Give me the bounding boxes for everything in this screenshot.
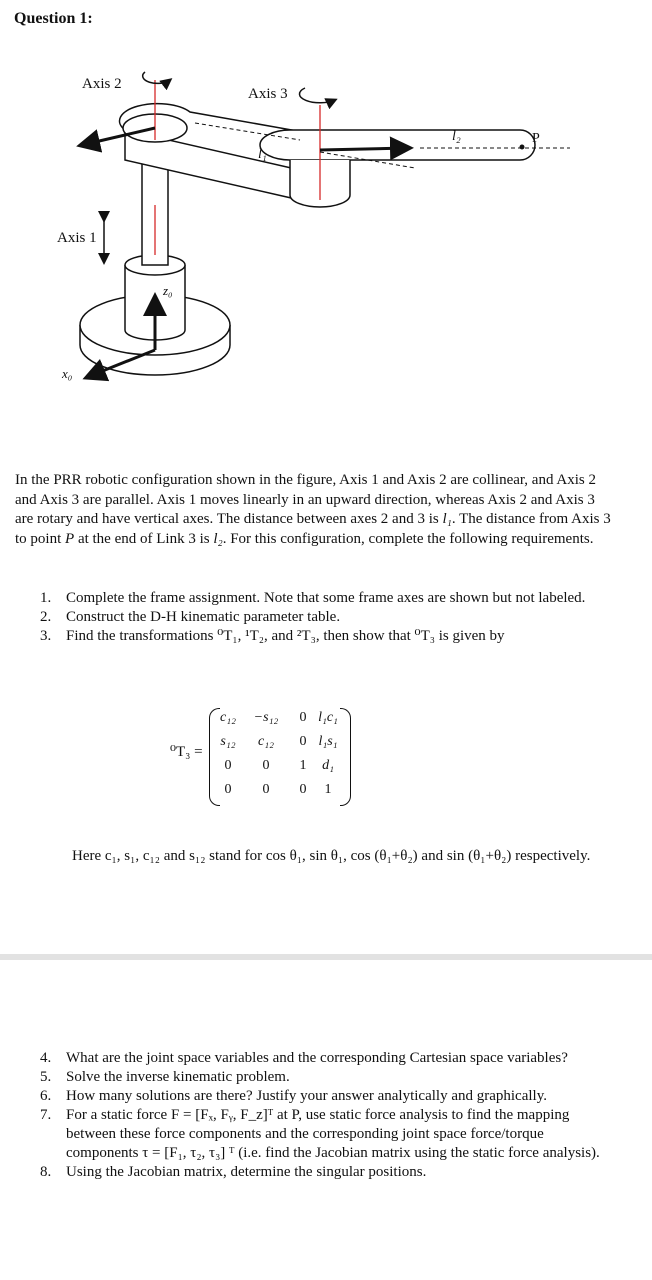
requirements-list-2 [40, 1049, 605, 1182]
matrix-cell: 1 [324, 782, 332, 797]
matrix-cell: 0 [224, 782, 232, 797]
transform-matrix [170, 706, 370, 806]
matrix-cell: 0 [224, 758, 232, 773]
matrix-cell: 0 [262, 758, 270, 773]
matrix-cell: 1 [299, 758, 307, 773]
matrix-cell: 0 [299, 710, 307, 725]
matrix-cell: 0 [299, 782, 307, 797]
matrix-cell: l₁c₁ [318, 710, 338, 725]
matrix-cell: −s₁₂ [253, 710, 279, 725]
axis2-rotation-icon [143, 72, 170, 83]
matrix-cell: d₁ [322, 758, 334, 773]
list-item: 2. Construct the D-H kinematic parameter table. [40, 609, 341, 625]
requirements-list-1 [40, 589, 605, 646]
z0-label: z₀ [163, 283, 173, 298]
list-item: 7. For a static force F = [Fₓ, Fᵧ, F_z]ᵀ at P, use static force analysis to find the mapping between these force components and the corresponding joint space force/torque components τ = [F₁, τ₂, τ₃] ᵀ (i.e. find the Jacobian matrix using the static force analysis). [40, 1107, 600, 1161]
matrix-cell: l₁s₁ [318, 734, 338, 749]
page-divider [0, 954, 652, 960]
list-item: 6. How many solutions are there? Justify your answer analytically and graphically. [40, 1088, 547, 1104]
axis2-label: Axis 2 [82, 76, 122, 92]
list-item: 5. Solve the inverse kinematic problem. [40, 1069, 290, 1085]
matrix-cell: 0 [299, 734, 307, 749]
point-p-dot [520, 145, 525, 150]
l2-label: l₂ [452, 129, 461, 144]
list-item: 4. What are the joint space variables and the corresponding Cartesian space variables? [40, 1050, 568, 1066]
axis1-label: Axis 1 [57, 230, 97, 246]
notation-note: Here c₁, s₁, c₁₂ and s₁₂ stand for cos θ₁, sin θ₁, cos (θ₁+θ₂) and sin (θ₁+θ₂) respectively. [72, 848, 591, 864]
axis3-label: Axis 3 [248, 86, 288, 102]
matrix-cell: c₁₂ [258, 734, 274, 749]
l1-label: l₁ [258, 147, 267, 162]
matrix-label: ⁰T₃ = [170, 744, 203, 760]
matrix-cell: s₁₂ [220, 734, 236, 749]
x0-label: x₀ [62, 366, 73, 381]
frame-arrow-link3 [320, 148, 408, 150]
robot-figure [0, 55, 652, 395]
link-3 [260, 130, 535, 207]
matrix-cell: 0 [262, 782, 270, 797]
axis3-rotation-icon [299, 88, 335, 103]
p-label: P [532, 131, 540, 146]
list-item: 3. Find the transformations ⁰T₁, ¹T₂, and ²T₃, then show that ⁰T₃ is given by [40, 628, 505, 644]
question-title: Question 1: [14, 10, 93, 27]
intro-paragraph: In the PRR robotic configuration shown in the figure, Axis 1 and Axis 2 are collinear, and Axis 2 and Axis 3 are parallel. Axis 1 moves linearly in an upward direction, whereas Axis 2 and Axis 3 are rotary and have vertical axes. The distance between axes 2 and 3 is l₁. The distance from Axis 3 to point P at the end of Link 3 is l₂. For this configuration, complete the following requirements. [15, 472, 611, 547]
matrix-cell: c₁₂ [220, 710, 236, 725]
list-item: 8. Using the Jacobian matrix, determine the singular positions. [40, 1164, 427, 1180]
list-item: 1. Complete the frame assignment. Note that some frame axes are shown but not labeled. [40, 590, 586, 606]
